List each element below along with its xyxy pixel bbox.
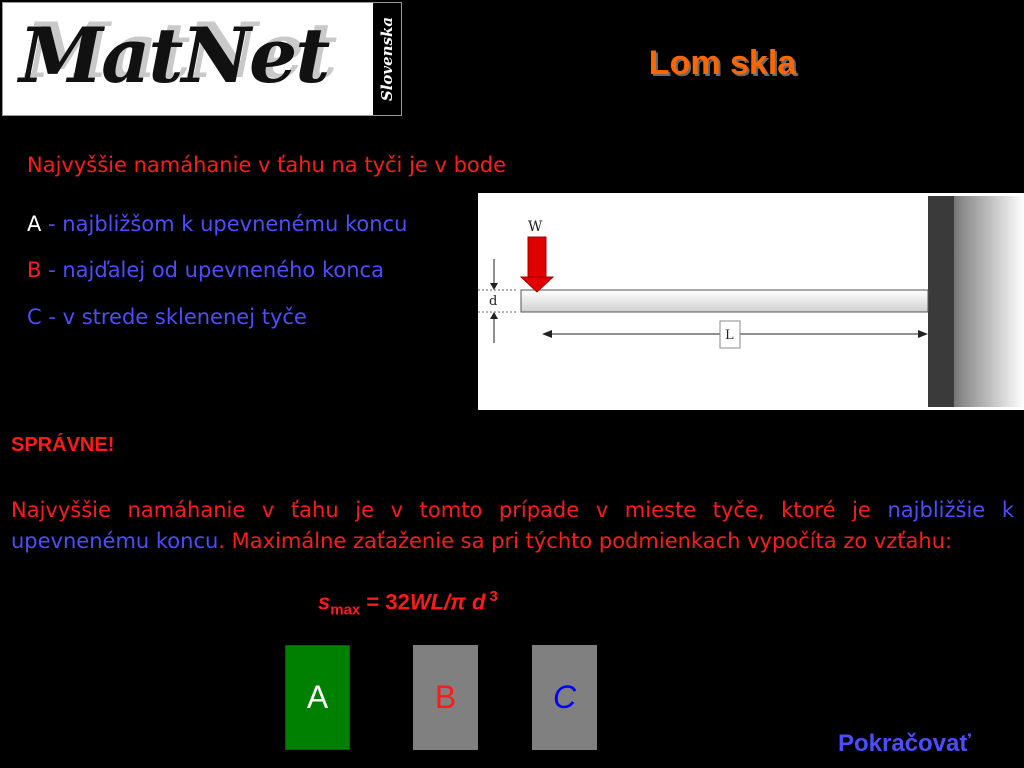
explanation-part2: . Maximálne zaťaženie sa pri týchto podmienkach vypočíta zo vzťahu:: [218, 529, 953, 553]
wall-edge: [928, 196, 954, 407]
option-a: [27, 212, 407, 236]
formula-symbol: s: [318, 589, 331, 615]
formula-d: d: [465, 589, 486, 615]
formula-subscript: max: [330, 601, 361, 619]
answer-button-b[interactable]: B: [413, 645, 478, 750]
logo-side-text: Slovenska: [378, 16, 396, 102]
glass-rod: [521, 290, 928, 312]
explanation-highlight: najbližšie k upevnenému koncu: [11, 498, 1014, 553]
answer-button-c[interactable]: C: [532, 645, 597, 750]
thickness-label: d: [489, 294, 498, 309]
explanation-text: [11, 495, 1014, 557]
logo-wordmark: MatNet: [19, 11, 329, 100]
stress-formula: [318, 588, 498, 619]
explanation-part1: Najvyššie namáhanie v ťahu je v tomto prípade v mieste tyče, ktoré je: [11, 498, 888, 522]
option-a-letter: A: [27, 212, 42, 236]
option-b-letter: B: [27, 258, 42, 282]
logo-side-band: [373, 3, 401, 115]
formula-eq: = 32: [360, 589, 410, 615]
page-title: Lom skla: [648, 44, 797, 82]
glass-rod-diagram: [478, 193, 1024, 410]
question-text: Najvyššie namáhanie v ťahu na tyči je v bode: [27, 153, 507, 177]
matnet-logo: [2, 2, 402, 116]
continue-link[interactable]: Pokračovať: [838, 730, 971, 757]
force-label: W: [528, 219, 543, 235]
formula-exponent: 3: [485, 588, 498, 605]
option-c-text: - v strede sklenenej tyče: [41, 305, 307, 329]
option-c: [27, 305, 307, 329]
answer-verdict: SPRÁVNE!: [11, 434, 115, 456]
option-a-text: - najbližšom k upevnenému koncu: [41, 212, 408, 236]
formula-vars: WL/: [409, 589, 451, 615]
force-arrow-shaft: [528, 237, 546, 277]
option-b: [27, 258, 384, 282]
option-c-letter: C: [27, 305, 42, 329]
length-label: L: [725, 328, 734, 343]
formula-pi: π: [450, 589, 466, 615]
option-b-text: - najďalej od upevneného konca: [41, 258, 384, 282]
answer-button-a[interactable]: A: [285, 645, 350, 750]
